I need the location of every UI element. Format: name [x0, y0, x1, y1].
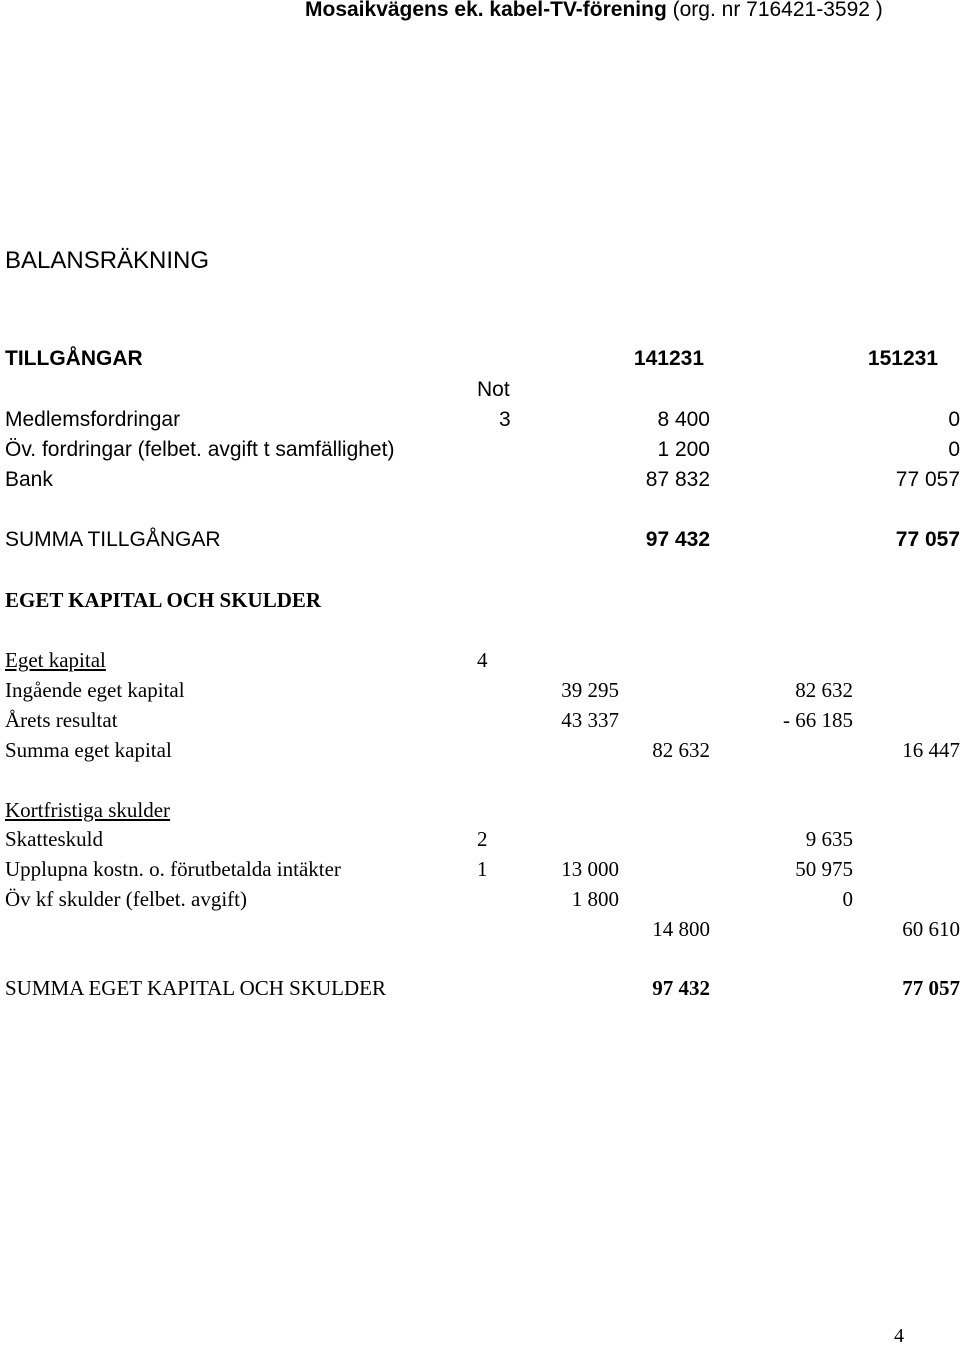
- eget-kapital-heading: Eget kapital: [5, 648, 106, 672]
- row-value1-bank: 87 832: [645, 468, 710, 491]
- eget-kapital-och-skulder-heading: EGET KAPITAL OCH SKULDER: [5, 588, 322, 612]
- column-header-151231: 151231: [867, 347, 938, 370]
- row-label-bank: Bank: [5, 468, 53, 491]
- row-sub2-ingaende-eget-kapital: 82 632: [795, 678, 853, 702]
- summa-eget-kapital-label: Summa eget kapital: [5, 738, 172, 762]
- eget-kapital-note: 4: [477, 648, 488, 672]
- row-sub2-upplupna-kostnader: 50 975: [795, 857, 853, 881]
- summa-eget-kapital-och-skulder-value1: 97 432: [652, 976, 710, 1000]
- org-name: Mosaikvägens ek. kabel-TV-förening: [305, 0, 667, 21]
- page-title: BALANSRÄKNING: [5, 247, 210, 274]
- row-sub1-ov-kf-skulder: 1 800: [571, 887, 619, 911]
- row-label-arets-resultat: Årets resultat: [5, 708, 118, 732]
- kortfristiga-total-value2: 60 610: [902, 917, 960, 941]
- kortfristiga-total-value1: 14 800: [652, 917, 710, 941]
- row-note-skatteskuld: 2: [477, 827, 488, 851]
- row-note-medlemsfordringar: 3: [499, 408, 511, 431]
- row-sub1-ingaende-eget-kapital: 39 295: [561, 678, 619, 702]
- row-label-skatteskuld: Skatteskuld: [5, 827, 103, 851]
- row-label-medlemsfordringar: Medlemsfordringar: [5, 408, 181, 431]
- summa-tillgangar-value1: 97 432: [645, 528, 710, 551]
- row-label-upplupna-kostnader: Upplupna kostn. o. förutbetalda intäkter: [5, 857, 341, 881]
- summa-eget-kapital-och-skulder-label: SUMMA EGET KAPITAL OCH SKULDER: [5, 976, 387, 1000]
- not-column-header: Not: [477, 378, 510, 401]
- row-sub1-arets-resultat: 43 337: [561, 708, 619, 732]
- kortfristiga-skulder-heading: Kortfristiga skulder: [5, 798, 171, 822]
- row-sub2-skatteskuld: 9 635: [805, 827, 853, 851]
- summa-eget-kapital-och-skulder-value2: 77 057: [902, 976, 960, 1000]
- summa-eget-kapital-value1: 82 632: [652, 738, 710, 762]
- row-value1-ov-fordringar: 1 200: [657, 438, 710, 461]
- summa-eget-kapital-value2: 16 447: [902, 738, 960, 762]
- row-label-ov-kf-skulder: Öv kf skulder (felbet. avgift): [5, 887, 248, 911]
- page-number: 4: [894, 1325, 904, 1347]
- row-value2-ov-fordringar: 0: [948, 438, 960, 461]
- row-sub2-ov-kf-skulder: 0: [842, 887, 853, 911]
- document-header: [305, 0, 883, 22]
- summa-tillgangar-value2: 77 057: [895, 528, 960, 551]
- row-value1-medlemsfordringar: 8 400: [657, 408, 710, 431]
- column-header-141231: 141231: [633, 347, 704, 370]
- row-label-ov-fordringar: Öv. fordringar (felbet. avgift t samfällighet): [5, 438, 395, 461]
- tillgangar-heading: TILLGÅNGAR: [5, 347, 143, 370]
- row-sub2-arets-resultat: - 66 185: [783, 708, 853, 732]
- row-value2-medlemsfordringar: 0: [948, 408, 960, 431]
- row-value2-bank: 77 057: [895, 468, 960, 491]
- summa-tillgangar-label: SUMMA TILLGÅNGAR: [5, 528, 221, 551]
- row-label-ingaende-eget-kapital: Ingående eget kapital: [5, 678, 185, 702]
- org-number: (org. nr 716421-3592 ): [672, 0, 883, 21]
- row-note-upplupna-kostnader: 1: [477, 857, 488, 881]
- row-sub1-upplupna-kostnader: 13 000: [561, 857, 619, 881]
